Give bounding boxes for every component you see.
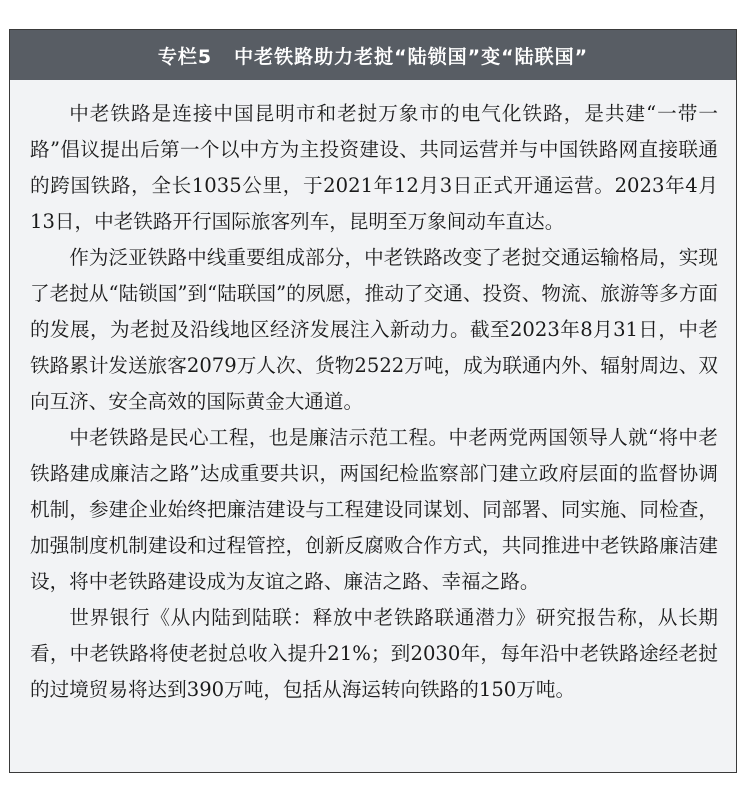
box-title-bar [10,30,736,80]
paragraph: 中老铁路是连接中国昆明市和老挝万象市的电气化铁路，是共建“一带一路”倡议提出后第一个以中方为主投资建设、共同运营并与中国铁路网直接联通的跨国铁路，全长1035公里，于2021年12月3日正式开通运营。2023年4月13日，中老铁路开行国际旅客列车，昆明至万象间动车直达。 [30,102,718,233]
box-content [10,80,736,708]
box-label: 专栏5 [157,45,213,68]
box-title: 中老铁路助力老挝“陆锁国”变“陆联国” [234,45,589,68]
paragraph: 作为泛亚铁路中线重要组成部分，中老铁路改变了老挝交通运输格局，实现了老挝从“陆锁国”到“陆联国”的夙愿，推动了交通、投资、物流、旅游等多方面的发展，为老挝及沿线地区经济发展注入新动力。截至2023年8月31日，中老铁路累计发送旅客2079万人次、货物2522万吨，成为联通内外、辐射周边、双向互济、安全高效的国际黄金大通道。 [30,246,718,413]
paragraph: 世界银行《从内陆到陆联：释放中老铁路联通潜力》研究报告称，从长期看，中老铁路将使老挝总收入提升21%；到2030年，每年沿中老铁路途经老挝的过境贸易将达到390万吨，包括从海运转向铁路的150万吨。 [30,606,718,701]
sidebar-box [9,29,737,773]
paragraph: 中老铁路是民心工程，也是廉洁示范工程。中老两党两国领导人就“将中老铁路建成廉洁之路”达成重要共识，两国纪检监察部门建立政府层面的监督协调机制，参建企业始终把廉洁建设与工程建设同谋划、同部署、同实施、同检查，加强制度机制建设和过程管控，创新反腐败合作方式，共同推进中老铁路廉洁建设，将中老铁路建设成为友谊之路、廉洁之路、幸福之路。 [30,426,718,593]
